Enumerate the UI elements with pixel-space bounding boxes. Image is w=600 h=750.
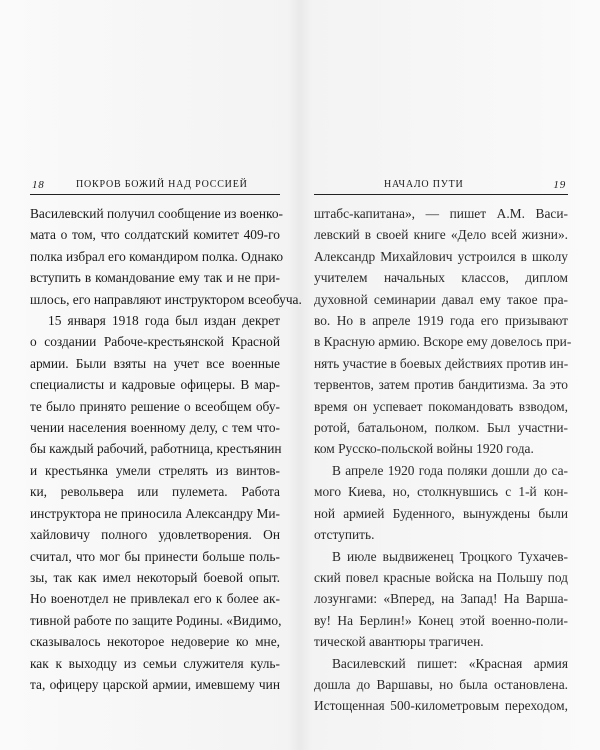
text-line: тервентов, затем против бандитизма. За это xyxy=(314,377,568,393)
text-line: Но военотдел не привлекал его к более ак- xyxy=(30,591,280,607)
right-page xyxy=(314,176,572,717)
left-page-text xyxy=(30,203,302,695)
text-line: учителем начальных классов, диплом xyxy=(314,270,568,286)
text-line: Истощенная 500-километровым переходом, xyxy=(314,698,568,714)
text-line: ной армией Буденного, вынуждены были xyxy=(314,505,568,521)
text-line: Василевский пишет: «Красная армия xyxy=(332,655,568,671)
text-line: в Красную армию. Вскоре ему довелось при- xyxy=(314,334,572,350)
right-page-header xyxy=(314,176,568,195)
running-title: НАЧАЛО ПУТИ xyxy=(384,179,464,190)
text-line: нять участие в боевых действиях против ин- xyxy=(314,355,569,371)
page-number: 19 xyxy=(553,179,566,191)
text-line: мого Киева, но, столкнувшись с 1-й кон- xyxy=(314,484,568,500)
text-line: те было принято решение о всеобщем обу- xyxy=(30,398,280,414)
text-line: считал, что мог бы принести больше поль- xyxy=(30,548,280,564)
text-line: лозунгами: «Вперед, на Запад! На Варша- xyxy=(314,591,568,607)
text-line: бы каждый рабочий, работница, крестьянин xyxy=(30,441,282,457)
text-line: вступить в командование ему так и не при- xyxy=(30,270,280,286)
text-line: та, офицеру царской армии, имевшему чин xyxy=(30,676,280,692)
text-line: о создании Рабоче-крестьянской Красной xyxy=(30,334,280,350)
text-line: Василевский получил сообщение из военко- xyxy=(30,206,283,221)
text-line: чении населения военному делу, с тем что- xyxy=(30,420,280,436)
right-page-text xyxy=(314,203,572,717)
text-line: зы, так как имел некоторый боевой опыт. xyxy=(30,569,280,585)
text-line: во. Но в апреле 1919 года его призывают xyxy=(314,313,568,329)
text-line: мата о том, что солдатский комитет 409-го xyxy=(30,227,280,243)
text-line: левский в своей книге «Дело всей жизни». xyxy=(314,227,568,243)
text-line: шлось, его направляют инструктором всеобуча. xyxy=(30,291,302,307)
text-line: 15 января 1918 года был издан декрет xyxy=(48,313,280,329)
text-line: тивной работе по защите Родины. «Видимо, xyxy=(30,612,282,628)
text-line: ротой, батальоном, полком. Был участни- xyxy=(314,420,568,436)
text-line: ком Русско-польской войны 1920 года. xyxy=(314,441,534,457)
text-line: Александр Михайлович устроился в школу xyxy=(314,248,568,264)
page-number: 18 xyxy=(32,179,45,191)
text-line: армии. Были взяты на учет все военные xyxy=(30,355,280,371)
text-line: хайловичу полного удовлетворения. Он xyxy=(30,527,280,543)
text-line: В июле выдвиженец Троцкого Тухачев- xyxy=(332,548,568,564)
text-line: ки, револьвера или пулемета. Работа xyxy=(30,484,280,500)
text-line: В апреле 1920 года поляки дошли до са- xyxy=(332,462,568,478)
text-line: духовной семинарии давал ему такое пра- xyxy=(314,291,568,307)
text-line: ву! На Берлин!» Конец этой военно-поли- xyxy=(314,612,568,628)
text-line: сказывалось некоторое недоверие ко мне, xyxy=(30,634,280,650)
text-line: как к выходцу из семьи служителя куль- xyxy=(30,655,280,671)
text-line: штабс-капитана», — пишет А.М. Васи- xyxy=(314,206,568,221)
text-line: время он успевает покомандовать взводом, xyxy=(314,398,568,414)
text-line: специалисты и кадровые офицеры. В мар- xyxy=(30,377,280,393)
text-line: инструктора не приносила Александру Ми- xyxy=(30,505,280,521)
left-page-header xyxy=(30,176,280,195)
text-line: тической авантюры трагичен. xyxy=(314,634,484,650)
running-title: ПОКРОВ БОЖИЙ НАД РОССИЕЙ xyxy=(76,179,248,190)
text-line: отступить. xyxy=(314,527,375,543)
text-line: дошла до Варшавы, но была остановлена. xyxy=(314,676,568,692)
left-page xyxy=(30,176,302,695)
text-line: ский повел красные войска на Польшу под xyxy=(314,569,568,585)
text-line: и крестьянка умели стрелять из винтов- xyxy=(30,462,280,478)
text-line: полка избрал его командиром полка. Однако xyxy=(30,248,284,264)
